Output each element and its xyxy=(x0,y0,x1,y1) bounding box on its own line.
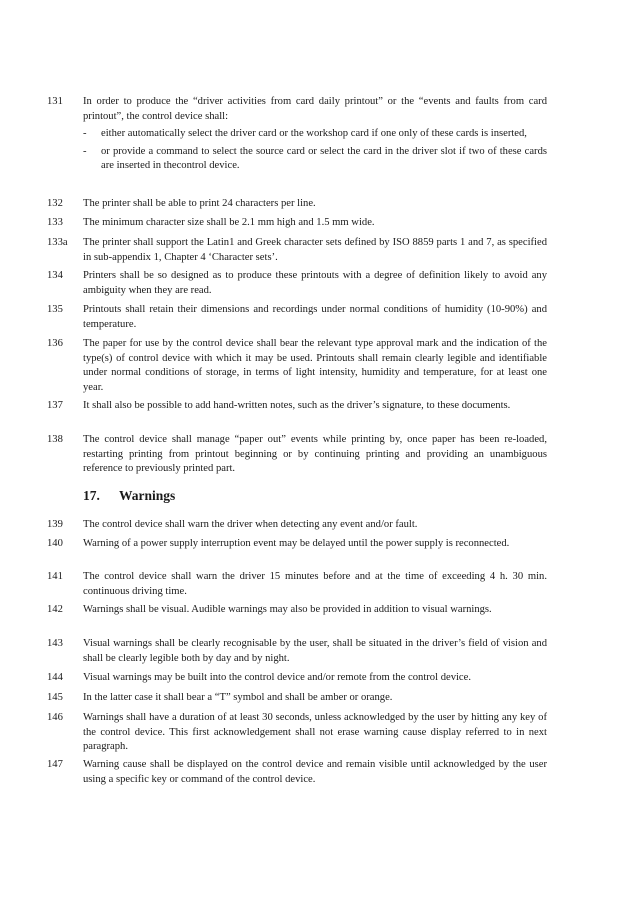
paragraph-number: 139 xyxy=(47,519,63,530)
paragraph-131 xyxy=(47,95,547,174)
paragraph-133a xyxy=(47,236,547,265)
paragraph-text: Visual warnings may be built into the control device and/or remote from the control device. xyxy=(83,672,471,683)
paragraph-text: Warnings shall be visual. Audible warnings may also be provided in addition to visual warnings. xyxy=(83,604,492,615)
paragraph-147 xyxy=(47,758,547,787)
paragraph-number: 137 xyxy=(47,400,63,411)
paragraph-text: In order to produce the “driver activities from card daily printout” or the “events and faults from card printout”, the control device shall: xyxy=(83,96,547,122)
paragraph-number: 140 xyxy=(47,538,63,549)
dash-bullet: - xyxy=(83,145,87,157)
paragraph-text: Visual warnings shall be clearly recognisable by the user, shall be situated in the driver’s field of vision and shall be clearly legible both by day and by night. xyxy=(83,638,547,664)
paragraph-139 xyxy=(47,518,547,533)
paragraph-142 xyxy=(47,603,547,618)
paragraph-140 xyxy=(47,537,547,552)
paragraph-number: 133 xyxy=(47,217,63,228)
paragraph-144 xyxy=(47,671,547,686)
paragraph-text: The printer shall support the Latin1 and Greek character sets defined by ISO 8859 parts 1 and 7, as specified in sub-appendix 1, Chapter 4 ‘Character sets’. xyxy=(83,237,547,263)
paragraph-number: 131 xyxy=(47,96,63,107)
list-item: - or provide a command to select the source card or select the card in the driver slot if two of these cards are inserted in thecontrol device. xyxy=(83,145,547,172)
paragraph-138 xyxy=(47,433,547,477)
paragraph-number: 136 xyxy=(47,338,63,349)
paragraph-text: Warning of a power supply interruption event may be delayed until the power supply is reconnected. xyxy=(83,538,510,549)
section-heading xyxy=(83,488,175,504)
paragraph-137 xyxy=(47,399,547,414)
paragraph-132 xyxy=(47,197,547,212)
paragraph-text: The control device shall warn the driver 15 minutes before and at the time of exceeding 4 h. 30 min. continuous driving time. xyxy=(83,571,547,597)
paragraph-143 xyxy=(47,637,547,666)
paragraph-text: The paper for use by the control device shall bear the relevant type approval mark and the indication of the type(s) of control device with which it may be used. Printouts shall remain clearly legible and identifiable under normal conditions of storage, in terms of light intensity, humidity and temperature, for at least one year. xyxy=(83,338,547,393)
paragraph-141 xyxy=(47,570,547,599)
paragraph-146 xyxy=(47,711,547,755)
paragraph-text: The minimum character size shall be 2.1 mm high and 1.5 mm wide. xyxy=(83,217,375,228)
section-number: 17. xyxy=(83,488,100,503)
paragraph-number: 141 xyxy=(47,571,63,582)
paragraph-text: Printers shall be so designed as to produce these printouts with a degree of definition likely to avoid any ambiguity when they are read. xyxy=(83,270,547,296)
paragraph-number: 145 xyxy=(47,692,63,703)
paragraph-number: 144 xyxy=(47,672,63,683)
list-item: - either automatically select the driver card or the workshop card if one only of these cards is inserted, xyxy=(101,127,547,142)
paragraph-text: The printer shall be able to print 24 characters per line. xyxy=(83,198,316,209)
paragraph-133 xyxy=(47,216,547,231)
paragraph-text: It shall also be possible to add hand-written notes, such as the driver’s signature, to these documents. xyxy=(83,400,511,411)
paragraph-text: Warnings shall have a duration of at least 30 seconds, unless acknowledged by the user by hitting any key of the control device. This first acknowledgement shall not erase warning cause display referred to in next paragraph. xyxy=(83,712,547,753)
paragraph-number: 142 xyxy=(47,604,63,615)
paragraph-text: The control device shall warn the driver when detecting any event and/or fault. xyxy=(83,519,418,530)
paragraph-text: Printouts shall retain their dimensions and recordings under normal conditions of humidity (10-90%) and temperature. xyxy=(83,304,547,330)
paragraph-number: 147 xyxy=(47,759,63,770)
section-title: Warnings xyxy=(119,488,176,503)
paragraph-number: 143 xyxy=(47,638,63,649)
paragraph-number: 133a xyxy=(47,237,68,248)
paragraph-number: 138 xyxy=(47,434,63,445)
paragraph-145 xyxy=(47,691,547,706)
paragraph-number: 135 xyxy=(47,304,63,315)
paragraph-number: 134 xyxy=(47,270,63,281)
paragraph-text: The control device shall manage “paper out” events while printing by, once paper has been re-loaded, restarting printing from printout beginning or by continuing printing and providing an unambiguous reference to previously printed part. xyxy=(83,434,547,475)
paragraph-134 xyxy=(47,269,547,298)
paragraph-number: 132 xyxy=(47,198,63,209)
paragraph-136 xyxy=(47,337,547,395)
paragraph-135 xyxy=(47,303,547,332)
dash-bullet: - xyxy=(83,128,87,140)
paragraph-text: In the latter case it shall bear a “T” symbol and shall be amber or orange. xyxy=(83,692,393,703)
paragraph-number: 146 xyxy=(47,712,63,723)
paragraph-text: Warning cause shall be displayed on the control device and remain visible until acknowledged by the user using a specific key or command of the control device. xyxy=(83,759,547,785)
